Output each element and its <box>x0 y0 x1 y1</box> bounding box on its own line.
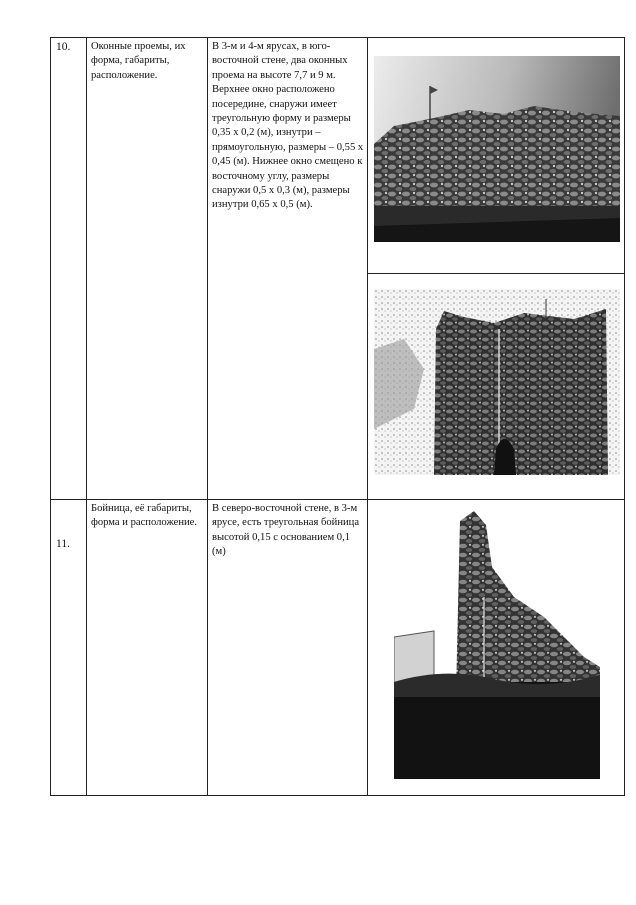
monument-description-table <box>50 37 625 796</box>
column-border-number <box>86 37 87 796</box>
row-divider <box>50 499 625 500</box>
column-border-left <box>50 37 51 796</box>
row-subject: Бойница, её габариты, форма и расположение. <box>91 503 198 529</box>
row-description: В северо-восточной стене, в 3-м ярусе, есть треугольная бойница высотой 0,15 с основанием 0,1 (м) <box>212 503 360 558</box>
photo-tower-wall-top <box>374 56 620 242</box>
photo-divider <box>368 273 625 274</box>
row-number: 11. <box>56 538 70 550</box>
photo-tower-front <box>374 289 620 475</box>
row-subject: Оконные проемы, их форма, габариты, расположение. <box>91 41 186 81</box>
column-border-description <box>367 37 368 796</box>
column-border-subject <box>207 37 208 796</box>
table-bottom-border <box>50 795 625 796</box>
photo-tower-loophole <box>394 507 600 779</box>
table-top-border <box>50 37 625 38</box>
column-border-right <box>624 37 625 796</box>
row-number: 10. <box>56 41 71 53</box>
row-description: В 3-м и 4-м ярусах, в юго-восточной стене, два оконных проема на высоте 7,7 и 9 м. Верхнее окно расположено посередине, снаружи имеет треугольную форму и размеры 0,35 х 0,2 (м), изнутри – прямоугольную, размеры – 0,55 х 0,45 (м). Нижнее окно смещено к восточному углу, размеры снаружи 0,5 х 0,3 (м), размеры изнутри 0,65 х 0,5 (м). <box>212 41 364 211</box>
